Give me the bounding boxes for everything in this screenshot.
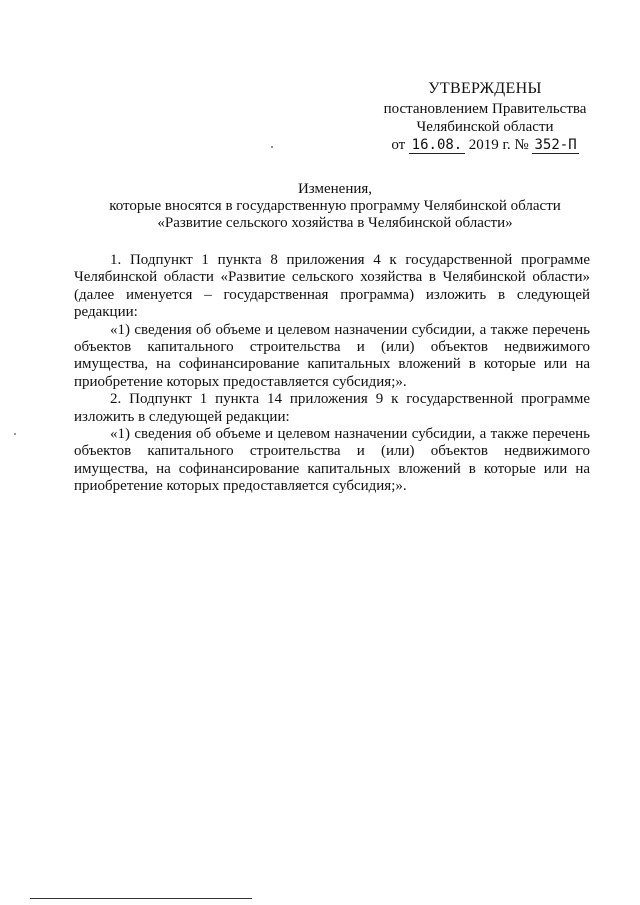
paragraph-4: «1) сведения об объеме и целевом назначении субсидии, а также перечень объектов капитального строительства и (или) объектов недвижимого имущества, на софинансирование капитальных вложений в которые или на приобретение которых предоставляется субсидия;». — [74, 426, 590, 495]
title-line-3: «Развитие сельского хозяйства в Челябинской области» — [157, 215, 513, 231]
year-text: 2019 г. № — [468, 137, 529, 153]
paragraph-3: 2. Подпункт 1 пункта 14 приложения 9 к государственной программе изложить в следующей редакции: — [74, 391, 590, 425]
document-title — [60, 181, 610, 232]
document-body — [74, 252, 590, 496]
date-prefix: от — [391, 137, 406, 153]
title-line-2: которые вносятся в государственную программу Челябинской области — [109, 198, 561, 214]
approval-line-2: Челябинской области — [416, 119, 554, 135]
title-line-1: Изменения, — [297, 181, 373, 197]
date-value: 16.08. — [409, 138, 465, 154]
scan-speck — [14, 433, 16, 435]
page-edge-line — [30, 898, 252, 899]
approval-date-line — [370, 136, 600, 154]
decree-number: 352-П — [534, 137, 577, 153]
paragraph-2: «1) сведения об объеме и целевом назначении субсидии, а также перечень объектов капитального строительства и (или) объектов недвижимого имущества, на софинансирование капитальных вложений в которые или на приобретение которых предоставляется субсидия;». — [74, 321, 590, 390]
scan-speck — [271, 146, 273, 148]
approval-heading: УТВЕРЖДЕНЫ — [428, 80, 542, 97]
approval-block — [370, 80, 600, 154]
paragraph-1: 1. Подпункт 1 пункта 8 приложения 4 к государственной программе Челябинской области «Развитие сельского хозяйства в Челябинской области» (далее именуется – государственная программа) изложить в следующей редакции: — [74, 252, 590, 321]
approval-line-1: постановлением Правительства — [383, 101, 587, 117]
